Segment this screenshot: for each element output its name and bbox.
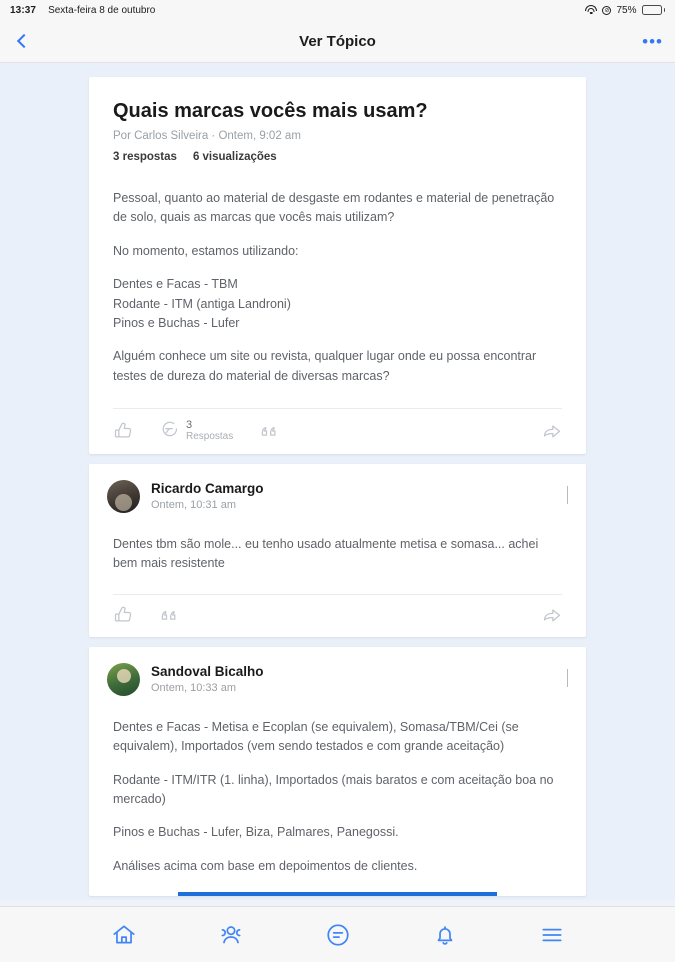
more-options-button[interactable]: •••	[642, 31, 663, 51]
reply-paragraph: Dentes e Facas - Metisa e Ecoplan (se equivalem), Somasa/TBM/Cei (se equivalem), Importados (vem sendo testados e com grande aceitação)	[113, 719, 519, 754]
chevron-left-icon	[17, 34, 31, 48]
tab-notifications[interactable]	[421, 911, 469, 959]
comment-button[interactable]	[159, 419, 233, 442]
page-title: Ver Tópico	[299, 32, 376, 50]
thread-post-body	[89, 163, 586, 408]
navigation-bar	[0, 20, 675, 63]
like-button[interactable]	[113, 421, 133, 441]
tab-people[interactable]	[207, 911, 255, 959]
replies-word: Respostas	[186, 431, 234, 443]
back-button[interactable]	[0, 20, 44, 63]
quote-icon	[159, 605, 179, 625]
quote-button[interactable]	[259, 421, 279, 441]
battery-icon	[642, 5, 666, 15]
reply-author-name[interactable]: Ricardo Camargo	[151, 481, 264, 497]
thread-title: Quais marcas vocês mais usam?	[113, 100, 428, 122]
comment-icon	[159, 419, 179, 439]
thread-header	[89, 77, 586, 163]
reply-identity	[151, 480, 264, 511]
reply-header	[89, 464, 586, 523]
menu-icon	[539, 922, 565, 948]
replies-label-group	[186, 419, 233, 442]
thread-card	[89, 77, 586, 454]
chevron-down-icon	[567, 486, 568, 504]
share-icon	[542, 421, 562, 441]
chat-icon	[325, 922, 351, 948]
tab-chat[interactable]	[314, 911, 362, 959]
post-paragraph: No momento, estamos utilizando:	[113, 243, 299, 258]
reply-card	[89, 464, 586, 637]
thumbs-up-icon	[113, 605, 133, 625]
collapse-reply-button[interactable]	[567, 480, 568, 504]
bell-icon	[432, 922, 458, 948]
thread-scroll-area[interactable]	[0, 63, 675, 906]
status-bar	[0, 0, 675, 20]
wifi-icon	[585, 5, 597, 15]
quote-icon	[259, 421, 279, 441]
replies-number: 3	[186, 419, 193, 431]
status-time: 13:37	[10, 4, 37, 16]
rotation-lock-icon: ⊘	[604, 7, 610, 14]
reply-author-name[interactable]: Sandoval Bicalho	[151, 663, 264, 679]
people-icon	[218, 922, 244, 948]
post-list	[113, 275, 562, 333]
share-button[interactable]	[542, 605, 562, 625]
status-date: Sexta-feira 8 de outubro	[48, 4, 156, 16]
post-list-item: Dentes e Facas - TBM	[113, 277, 238, 292]
post-list-item: Pinos e Buchas - Lufer	[113, 315, 240, 330]
status-right-group	[585, 5, 665, 16]
chevron-down-icon	[567, 669, 568, 687]
reply-date: Ontem, 10:31 am	[151, 499, 236, 512]
reply-paragraph: Pinos e Buchas - Lufer, Biza, Palmares, Panegossi.	[113, 825, 399, 840]
like-button[interactable]	[113, 605, 133, 625]
thread-stats	[113, 151, 562, 163]
reply-date: Ontem, 10:33 am	[151, 681, 236, 694]
post-list-item: Rodante - ITM (antiga Landroni)	[113, 296, 291, 311]
reply-body	[89, 706, 586, 896]
reply-identity	[151, 663, 264, 694]
thread-actions	[89, 409, 586, 454]
reply-paragraph: Rodante - ITM/ITR (1. linha), Importados (mais baratos e com aceitação boa no mercado)	[113, 772, 554, 806]
collapse-reply-button[interactable]	[567, 663, 568, 687]
reply-header	[89, 647, 586, 706]
thread-byline: Por Carlos Silveira · Ontem, 9:02 am	[113, 130, 301, 142]
reply-card	[89, 647, 586, 896]
share-icon	[542, 605, 562, 625]
quote-button[interactable]	[159, 605, 179, 625]
post-paragraph: Alguém conhece um site ou revista, qualquer lugar onde eu possa encontrar testes de dureza do material de diversas marcas?	[113, 349, 537, 383]
bottom-tab-bar	[0, 906, 675, 962]
avatar[interactable]	[107, 663, 140, 696]
reply-body	[89, 523, 586, 594]
avatar[interactable]	[107, 480, 140, 513]
reply-paragraph: Análises acima com base em depoimentos de clientes.	[113, 858, 418, 873]
scroll-progress-indicator	[178, 892, 497, 896]
replies-count: 3 respostas	[113, 151, 177, 163]
thumbs-up-icon	[113, 421, 133, 441]
home-icon	[111, 922, 137, 948]
share-button[interactable]	[542, 421, 562, 441]
battery-percent: 75%	[616, 4, 637, 16]
tab-home[interactable]	[100, 911, 148, 959]
reply-paragraph: Dentes tbm são mole... eu tenho usado atualmente metisa e somasa... achei bem mais resistente	[113, 537, 539, 571]
views-count: 6 visualizações	[192, 151, 277, 163]
tab-menu[interactable]	[528, 911, 576, 959]
reply-actions	[89, 595, 586, 637]
post-paragraph: Pessoal, quanto ao material de desgaste em rodantes e material de penetração de solo, quais as marcas que vocês mais utilizam?	[113, 191, 555, 225]
